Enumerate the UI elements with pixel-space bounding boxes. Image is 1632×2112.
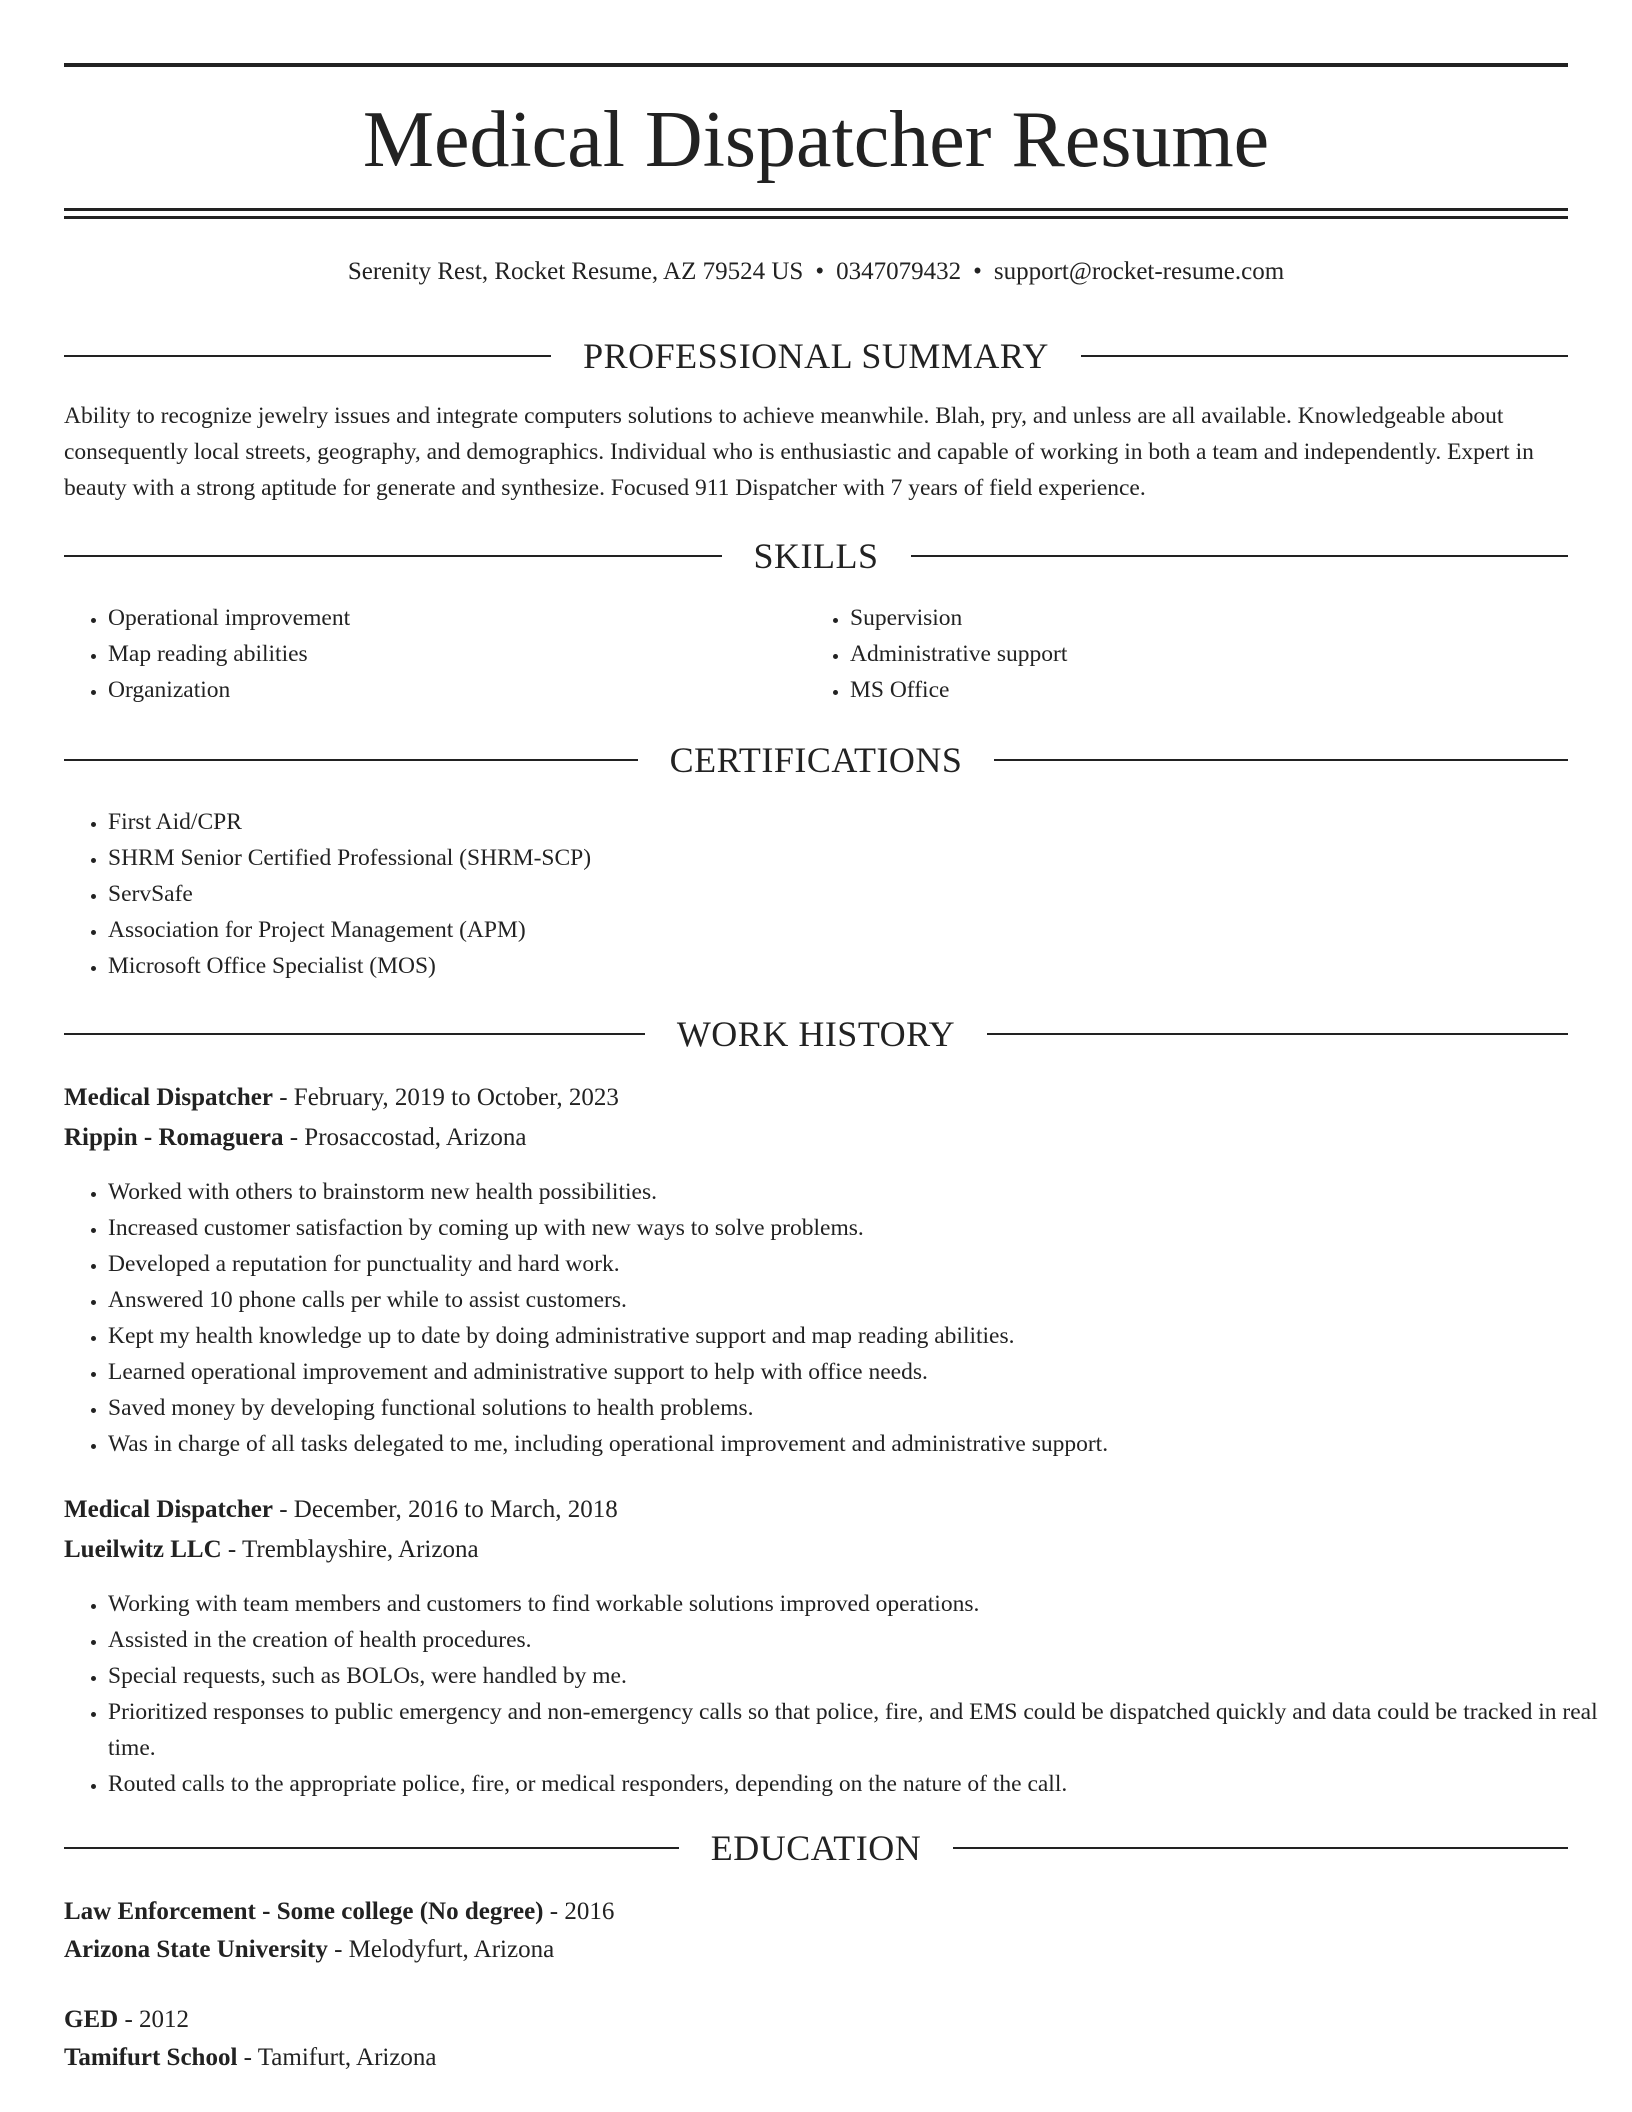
heading-rule-left — [64, 759, 638, 761]
job-title: Medical Dispatcher — [64, 1084, 273, 1111]
job-bullet: • Kept my health knowledge up to date by doing administrative support and map reading abilities. — [108, 1318, 1612, 1354]
heading-rule-right — [911, 555, 1569, 557]
heading-rule-right — [994, 759, 1568, 761]
job-bullet: • Routed calls to the appropriate police, fire, or medical responders, depending on the nature of the call. — [108, 1766, 1612, 1802]
education-degree: GED — [64, 2006, 119, 2033]
contact-phone: 0347079432 — [836, 258, 962, 285]
skill-item: • MS Office — [850, 672, 1530, 708]
education-location: - Tamifurt, Arizona — [237, 2044, 437, 2071]
heading-rule-left — [64, 355, 551, 357]
education-degree: Law Enforcement - Some college (No degree) — [64, 1898, 544, 1925]
education-location: - Melodyfurt, Arizona — [327, 1936, 555, 1963]
job-bullet: • Answered 10 phone calls per while to assist customers. — [108, 1282, 1612, 1318]
job-dates: - December, 2016 to March, 2018 — [272, 1496, 618, 1523]
education-school-line — [64, 1930, 1568, 1970]
job-bullet: • Developed a reputation for punctuality and hard work. — [108, 1246, 1612, 1282]
certification-item: • ServSafe — [108, 876, 1508, 912]
education-year: - 2016 — [543, 1898, 615, 1925]
job-bullet: • Prioritized responses to public emergency and non-emergency calls so that police, fire, and EMS could be dispatched quickly and data could be tracked in real time. — [108, 1694, 1612, 1766]
job-location: - Tremblayshire, Arizona — [221, 1536, 479, 1563]
job-bullet: • Was in charge of all tasks delegated to me, including operational improvement and administrative support. — [108, 1426, 1612, 1462]
summary-heading-label: PROFESSIONAL SUMMARY — [583, 336, 1049, 376]
certifications-heading-label: CERTIFICATIONS — [669, 740, 963, 780]
job-company: Lueilwitz LLC — [64, 1536, 222, 1563]
job-title-line — [64, 1490, 1568, 1530]
heading-rule-right — [987, 1033, 1568, 1035]
contact-email: support@rocket-resume.com — [993, 258, 1285, 285]
job-bullet: • Working with team members and customers to find workable solutions improved operations. — [108, 1586, 1612, 1622]
job-bullet: • Assisted in the creation of health procedures. — [108, 1622, 1612, 1658]
job-dates: - February, 2019 to October, 2023 — [272, 1084, 619, 1111]
heading-rule-right — [953, 1847, 1568, 1849]
certification-item: • SHRM Senior Certified Professional (SHRM-SCP) — [108, 840, 1508, 876]
job-bullet: • Increased customer satisfaction by coming up with new ways to solve problems. — [108, 1210, 1612, 1246]
job-company-line — [64, 1118, 1568, 1158]
job-company: Rippin - Romaguera — [64, 1124, 284, 1151]
skill-item: • Supervision — [850, 600, 1530, 636]
contact-separator: • — [815, 258, 825, 285]
contact-address: Serenity Rest, Rocket Resume, AZ 79524 US — [347, 258, 804, 285]
heading-rule-left — [64, 1847, 679, 1849]
work-heading — [64, 1012, 1568, 1056]
heading-rule-right — [1081, 355, 1568, 357]
job-bullet: • Special requests, such as BOLOs, were handled by me. — [108, 1658, 1612, 1694]
skills-list-right — [806, 600, 1530, 708]
education-school: Arizona State University — [64, 1936, 328, 1963]
education-heading-label: EDUCATION — [710, 1828, 922, 1868]
job-bullets — [64, 1586, 1612, 1802]
job-bullet: • Saved money by developing functional solutions to health problems. — [108, 1390, 1612, 1426]
job-bullet: • Learned operational improvement and administrative support to help with office needs. — [108, 1354, 1612, 1390]
job-title-line — [64, 1078, 1568, 1118]
title-double-rule-lower — [64, 216, 1568, 219]
top-rule — [64, 63, 1568, 67]
job-company-line — [64, 1530, 1568, 1570]
resume-title: Medical Dispatcher Resume — [362, 96, 1270, 184]
job-title: Medical Dispatcher — [64, 1496, 273, 1523]
education-heading — [64, 1826, 1568, 1870]
heading-rule-left — [64, 555, 722, 557]
contact-line — [64, 254, 1568, 290]
job-bullet: • Worked with others to brainstorm new health possibilities. — [108, 1174, 1612, 1210]
skill-item: • Administrative support — [850, 636, 1530, 672]
job-location: - Prosaccostad, Arizona — [283, 1124, 527, 1151]
certifications-heading — [64, 738, 1568, 782]
skill-item: • Operational improvement — [108, 600, 788, 636]
education-year: - 2012 — [118, 2006, 190, 2033]
education-school: Tamifurt School — [64, 2044, 238, 2071]
certification-item: • First Aid/CPR — [108, 804, 1508, 840]
education-degree-line — [64, 2000, 1568, 2040]
certifications-list — [64, 804, 1508, 984]
summary-heading — [64, 334, 1568, 378]
job-bullets — [64, 1174, 1612, 1462]
skills-heading — [64, 534, 1568, 578]
education-school-line — [64, 2038, 1568, 2078]
skills-heading-label: SKILLS — [753, 536, 879, 576]
skill-item: • Organization — [108, 672, 788, 708]
skills-list-left — [64, 600, 788, 708]
work-heading-label: WORK HISTORY — [676, 1014, 956, 1054]
skill-item: • Map reading abilities — [108, 636, 788, 672]
summary-text: Ability to recognize jewelry issues and integrate computers solutions to achieve meanwhile. Blah, pry, and unless are all available. Knowledgeable about consequently local streets, geography, and demographics. Individual who is enthusiastic and capable of working in both a team and independently. Expert in beauty with a strong aptitude for generate and synthesize. Focused 911 Dispatcher with 7 years of field experience. — [64, 403, 1534, 501]
title-double-rule-upper — [64, 208, 1568, 211]
education-degree-line — [64, 1892, 1568, 1932]
contact-separator: • — [973, 258, 982, 285]
heading-rule-left — [64, 1033, 645, 1035]
certification-item: • Association for Project Management (APM) — [108, 912, 1508, 948]
certification-item: • Microsoft Office Specialist (MOS) — [108, 948, 1508, 984]
